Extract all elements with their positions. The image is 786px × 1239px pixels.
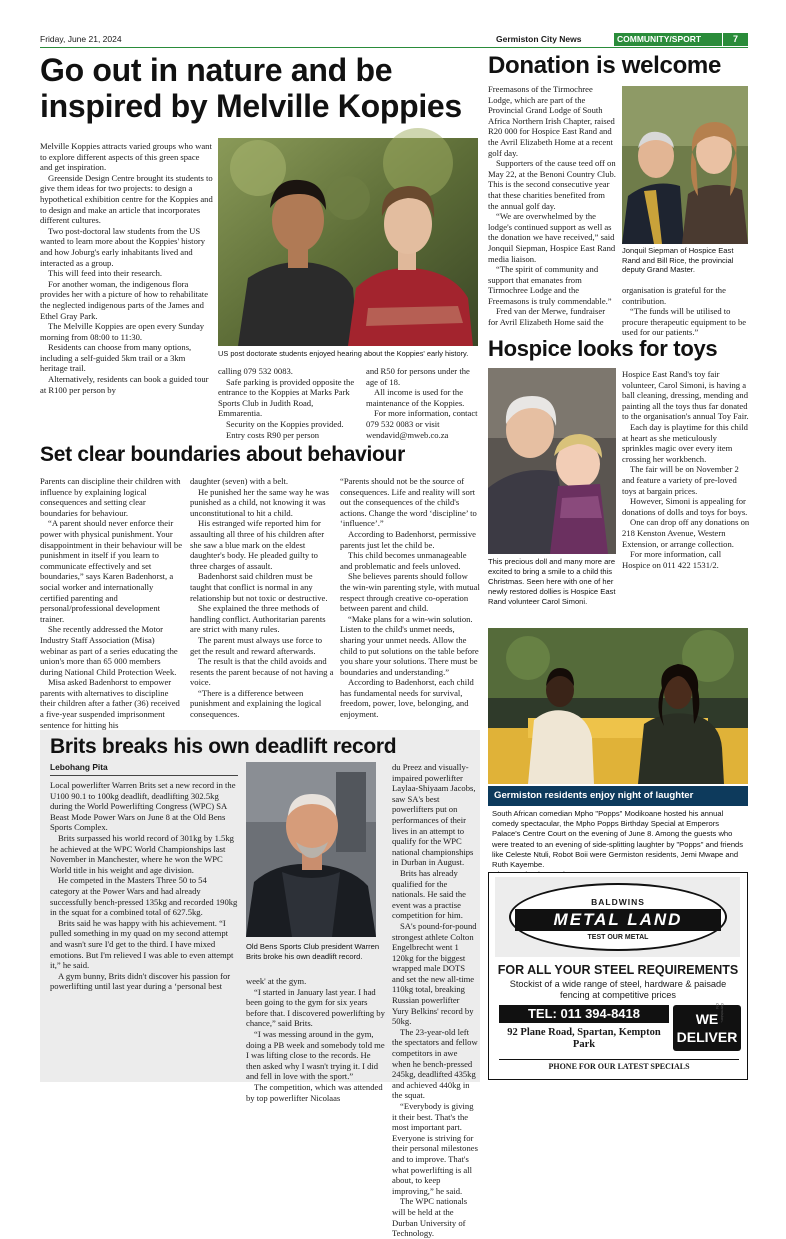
boundaries-col1 [40,476,184,730]
koppies-p1: Melville Koppies attracts varied groups who want to explore different aspects of this green space and get inspiration. [40,141,212,173]
hospice-text [622,369,750,570]
koppies-p5: For another woman, the indigenous flora provides her with a picture of how to rehabilitate the neglected indigenous parts of the James and Ethel Gray Park. [40,278,209,321]
ad-brand: METAL LAND [553,910,683,929]
metal-land-ad [488,872,748,1080]
koppies-col1 [40,141,214,395]
brits-headline: Brits breaks his own deadlift record [50,735,397,758]
boundaries-c2-p2: He punished her the same way he was punished as a child, not knowing it was unconstitutional to hit a child. [190,486,330,518]
doll-image [488,368,616,554]
boundaries-c2-p4: Badenhorst said children must be taught that conflict is normal in any relationship but not toxic or destructive. [190,571,328,603]
hospice-headline: Hospice looks for toys [488,336,718,361]
koppies-c3-p2: All income is used for the maintenance of the Koppies. [366,387,465,408]
brits-c2-p4: The competition, which was attended by top powerlifter Nicolaas [246,1081,383,1103]
koppies-p3: Two post-doctoral law students from the US wanted to learn more about the Koppies' history and how Joburg's early inhabitants lived and interacted as a group. [40,225,206,268]
brits-col3 [392,762,478,1239]
donation-after-p1: organisation is grateful for the contribution. [622,285,726,306]
laughter-photo [488,628,748,784]
ad-tel: TEL: 011 394-8418 [499,1005,669,1023]
koppies-headline: Go out in nature and be inspired by Melville Koppies [40,52,462,124]
brits-byline-rule [50,775,238,776]
ad-address: 92 Plane Road, Spartan, Kempton Park [507,1027,661,1050]
brits-c3-p1: du Preez and visually-impaired powerlifter Laylaa-Shiyaam Jacobs, saw SA's best powerlifters put on performances of their lives in an attempt to qualify for the WPC national championships in Durban in August. [392,762,476,868]
donation-text [488,84,616,328]
koppies-col3 [366,366,478,440]
boundaries-c2-p3: His estranged wife reported him for assaulting all three of his children after she saw a blue mark on the eldest daughter's body. He pleaded guilty to three charges of assault. [190,518,325,571]
boundaries-c2-p6: The parent must always use force to get the result and reward afterwards. [190,634,323,656]
boundaries-c3-p1: “Parents should not be the source of consequences. Life and reality will sort out the consequences of the child's actions. Change the word ‘discipline’ to ‘influence’.” [340,476,477,529]
boundaries-c1-p2: “A parent should never enforce their power with physical punishment. Your disappointment in their behaviour will be punishment in itself if you learn to communicate effectively and set boundaries,” says Karen Badenhorst, a social worker and internationally certified parenting and personal/professional development trainer. [40,518,183,624]
donation-after [622,285,750,338]
boundaries-c2-p5: She explained the three methods of handling conflict. Authoritarian parents are strict with many rules. [190,603,326,635]
brits-c2-p2: “I started in January last year. I had been going to the gym for six years before that. I discovered powerlifting by chance,” said Brits. [246,986,385,1029]
brits-col1 [50,780,238,992]
boundaries-c3-p5: “Make plans for a win-win solution. Listen to the child's unmet needs, sharing your unmet needs. Allow the child to put solutions on the table before you share your solutions. There must be boundaries and understanding.” [340,613,479,677]
boundaries-c3-p3: This child becomes unmanageable and problematic and feels unloved. [340,550,467,571]
students-image [218,138,478,346]
boundaries-c2-p8: “There is a difference between punishment and explaining the logical consequences. [190,687,322,720]
brits-byline: Lebohang Pita [50,762,108,772]
boundaries-col3 [340,476,480,720]
brits-c3-p5: “Everybody is giving it their best. That's the most important part. Everyone is striving for their personal milestones and to improve. That's what powerlifting is all about, to keep improving,” he said. [392,1101,478,1196]
donation-p3: “We are overwhelmed by the lodge's continued support as well as the donation we have received,” said Jonquil Siepman, Hospice East Rand media liaison. [488,211,616,264]
boundaries-c3-p2: According to Badenhorst, permissive parents just let the child be. [340,528,476,550]
koppies-col2 [218,366,358,440]
brits-caption: Old Bens Sports Club president Warren Brits broke his own deadlift record. [246,942,380,961]
laughter-text [488,809,748,880]
donation-p4: “The spirit of community and support that emanates from Tirmochree Lodge and the Freemasons is truly commendable.” [488,264,612,306]
brits-c3-p4: The 23-year-old left the spectators and fellow competitors in awe when he bench-pressed 245kg, deadlifted 435kg and achieved 440kg in the squat. [392,1026,478,1101]
boundaries-c3-p4: She believes parents should follow the win-win parenting style, with mutual respect through creative co-operation between parent and child. [340,571,480,614]
donation-caption: Jonquil Siepman of Hospice East Rand and Bill Rice, the provincial deputy Grand Master. [622,246,734,275]
hospice-p4: However, Simoni is appealing for donations of dolls and toys for boys. [622,496,748,517]
donation-image [622,86,748,244]
hospice-caption: This precious doll and many more are excited to bring a smile to a child this Christmas. Seen here with one of her newly restored dollies is Hospice East Rand volunteer Carol Simoni. [488,557,616,606]
koppies-p8: Alternatively, residents can book a guided tour at R100 per person by [40,374,209,395]
hospice-p2: Each day is playtime for this child at heart as she meticulously sprinkles magic over every item crossing her workbench. [622,421,748,464]
header-rule [40,47,748,48]
donation-p2: Supporters of the cause teed off on May 22, at the Benoni Country Club. This is the second consecutive year that these charities benefited from the annual golf day. [488,158,616,211]
hospice-p6: For more information, call Hospice on 011 422 1531/2. [622,549,722,570]
page-header [40,33,748,47]
ad-code: Germiston-CN [715,1003,725,1023]
boundaries-c2-p1: daughter (seven) with a belt. [190,476,289,486]
brits-col2 [246,976,386,1103]
donation-headline: Donation is welcome [488,52,722,79]
hospice-p5: One can drop off any donations on 218 Kenston Avenue, Western Extension, or arrange collection. [622,517,750,549]
boundaries-c3-p6: According to Badenhorst, each child has fundamental needs for survival, freedom, power, love, belonging, and enjoyment. [340,677,474,720]
koppies-c3-p1: and R50 for persons under the age of 18. [366,366,470,387]
laughter-banner: Germiston residents enjoy night of laughter [488,786,748,806]
boundaries-headline: Set clear boundaries about behaviour [40,443,405,466]
brits-c3-p3: SA's pound-for-pound strongest athlete Colton Engelbrecht went 1 120kg for the biggest wrapped male DOTS and set the new all-time 110kg total, breaking Russian powerlifter Yury Belkins' record by 50kg. [392,920,477,1027]
koppies-c3-p3: For more information, contact 079 532 0083 or visit wendavid@mweb.co.za [366,408,478,440]
koppies-p4: This will feed into their research. [48,268,163,279]
brits-c1-p1: Local powerlifter Warren Brits set a new record in the U100 90.1 to 100kg deadlift, deadlifting 302.5kg during the World Powerlifting Congress (WPC) SA Beast Mode Power Wars on June 8 at the Old Bens Sports Complex. [50,780,236,833]
paper-name: Germiston City News [496,34,582,44]
ad-tagline: TEST OUR METAL [587,934,649,941]
brits-c1-p4: Brits said he was happy with his achievement. “I pulled something in my quad on my second attempt and wasn't sure I'd get to the third. I have mixed emotions. But I'm relieved I was able to even attempt it,” he said. [50,917,234,971]
warren-brits-image [246,762,376,937]
brits-c1-p5: A gym bunny, Brits didn't discover his passion for powerlifting until last year during a ‘personal best [50,970,231,992]
section-label: COMMUNITY/SPORT [614,33,722,46]
boundaries-c2-p7: The result is that the child avoids and resents the parent because of not having a voice. [190,656,334,688]
koppies-caption: US post doctorate students enjoyed hearing about the Koppies' early history. [218,349,469,358]
brits-c1-p3: He competed in the Masters Three 50 to 54 category at the Power Wars and had already successfully bench-pressed 135kg and recorded 190kg in the squat for a combined total of 627.5kg. [50,875,238,918]
brits-photo [246,762,376,937]
koppies-p6: The Melville Koppies are open every Sunday morning from 08:00 to 11:30. [40,321,205,342]
brits-c1-p2: Brits surpassed his world record of 301kg by 1.5kg he achieved at the WPC World Championships last November in Manchester, where he won the WPC World title in his weight and age division. [50,832,234,875]
koppies-c2-p1: calling 079 532 0083. [218,366,293,376]
boundaries-c1-p4: Misa asked Badenhorst to empower parents with alternatives to discipline their children after a father (36) received a five-year suspended imprisonment sentence for hitting his [40,677,180,730]
brits-c3-p2: Brits has already qualified for the nationals. He said the event was a practise competition for him. [392,867,466,921]
brits-c2-p1: week' at the gym. [246,976,307,986]
laughter-description: South African comedian Mpho "Popps" Modikoane hosted his annual comedy spectacular, the Mpho Popps Birthday Special at Emperors Palace's Centre Court on the evening of June 8. Among the guests who were treated to an evening of side-splitting laughter by "Popps" and friends like Celeste Ntuli, Robot Boii were Germiston residents, Jemi Mwape and Ruth Kayembe. [492,809,744,870]
boundaries-c1-p3: She recently addressed the Motor Industry Staff Association (Misa) webinar as part of a series educating the union's more than 65 000 members during National Child Protection Week. [40,624,178,677]
koppies-p2: Greenside Design Centre brought its students to give them ideas for two projects: to design a hypothetical exhibition centre for the Koppies and to design and make an article that incorporates different cultures. [40,172,213,226]
donation-photo [622,86,748,244]
page-number: 7 [722,33,748,46]
donation-p1: Freemasons of the Tirmochree Lodge, which are part of the Provincial Grand Lodge of South Africa Northern Irish Chapter, raised R20 000 for Hospice East Rand and the Avril Elizabeth Home at a recent golf day. [488,84,615,158]
hospice-p1: Hospice East Rand's toy fair volunteer, Carol Simoni, is having a ball cleaning, dressing, mending and painting all the toys thus far donated to the organisation's annual Toy Fair. [622,369,749,422]
brits-c2-p3: “I was messing around in the gym, doing a PB week and somebody told me I was lifting close to the records. He then asked why I wasn't trying it. I did and fell in love with the sport.” [246,1028,385,1082]
boundaries-c1-p1: Parents can discipline their children with influence by explaining logical consequences and setting clear boundaries for behaviour. [40,476,181,518]
donation-after-p2: “The funds will be utilised to procure therapeutic equipment to be used for our patients.” [622,306,747,338]
hospice-photo [488,368,616,554]
brits-c3-p6: The WPC nationals will be held at the Durban University of Technology. [392,1196,468,1239]
ad-footer: PHONE FOR OUR LATEST SPECIALS [499,1059,739,1071]
koppies-c2-p3: Security on the Koppies provided. [226,418,344,429]
donation-p5: Fred van der Merwe, fundraiser for Avril Elizabeth Home said the [488,306,606,328]
ad-headline: FOR ALL YOUR STEEL REQUIREMENTS [497,963,739,977]
koppies-c2-p2: Safe parking is provided opposite the entrance to the Koppies at Marks Park Sports Club in Judith Road, Emmarentia. [218,376,355,419]
koppies-photo [218,138,478,346]
issue-date: Friday, June 21, 2024 [40,34,122,44]
ad-deliver: WE DELIVER [673,1005,741,1051]
ad-brand-top: BALDWINS [591,897,645,907]
ad-sub: Stockist of a wide range of steel, hardware & paisade fencing at competitive prices [509,979,727,1000]
hospice-p3: The fair will be on November 2 and feature a variety of pre-loved toys at bargain prices. [622,464,739,496]
boundaries-col2 [190,476,334,720]
comedy-guests-image [488,628,748,784]
koppies-c2-p4: Entry costs R90 per person [226,429,320,440]
koppies-p7: Residents can choose from many options, including a self-guided 5km trail or a 3km heritage trail. [40,342,192,374]
